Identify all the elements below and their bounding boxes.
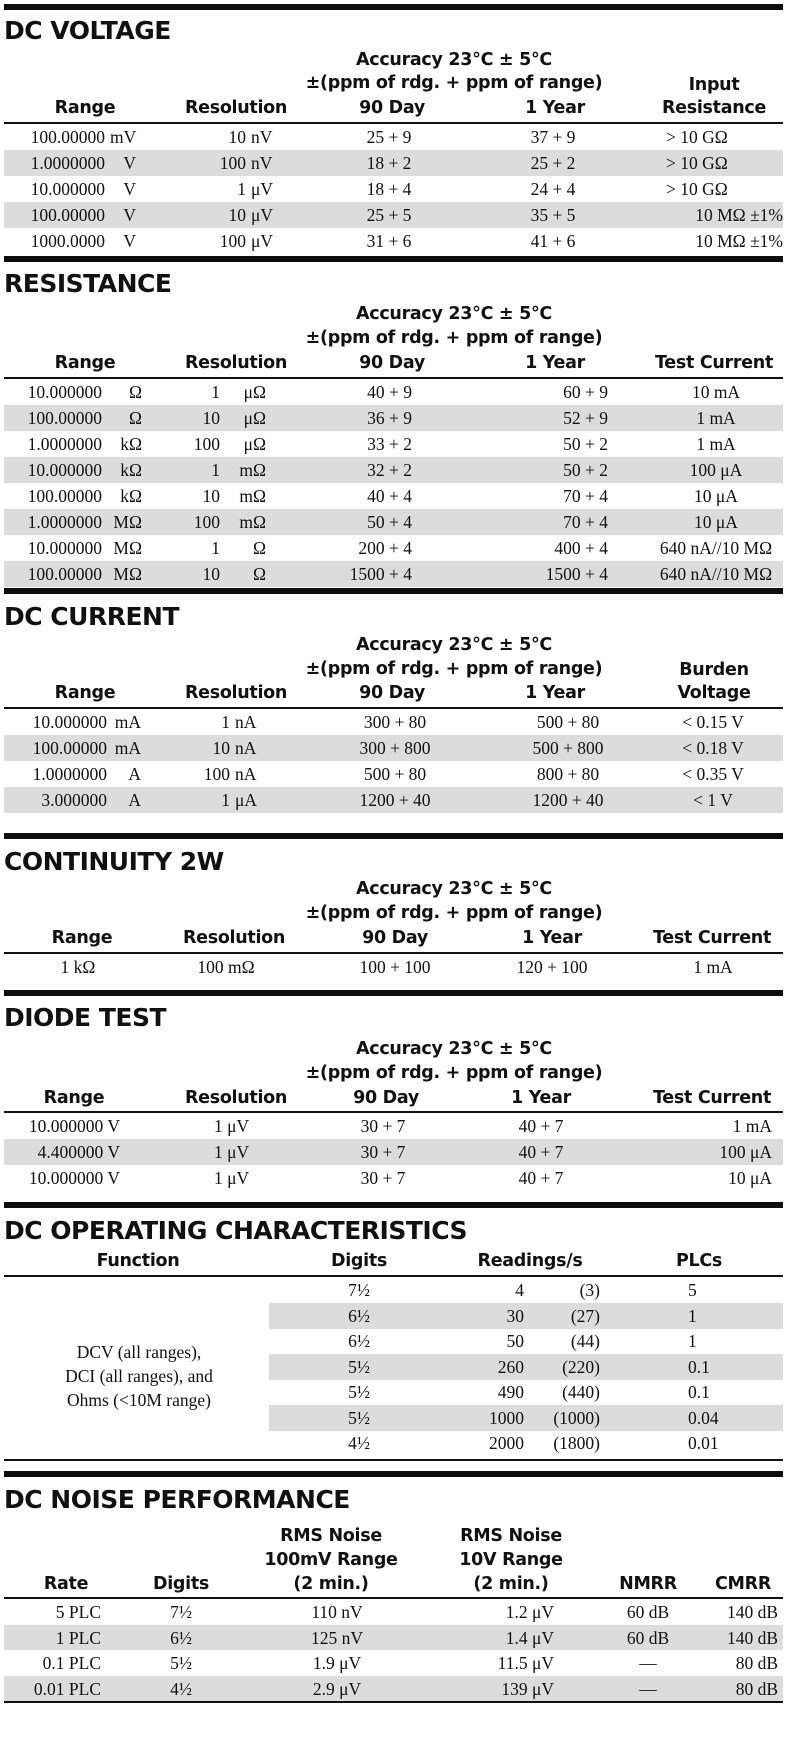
accuracy-1year: 70 + 4 (563, 486, 608, 506)
accuracy-90day: 25 + 5 (366, 205, 412, 225)
accuracy-90day: 30 + 7 (360, 1116, 406, 1136)
accuracy-1year: 120 + 100 (516, 957, 588, 977)
test-current: 10 μA (694, 512, 738, 532)
accuracy-90day: 1200 + 40 (359, 790, 431, 810)
range-unit: MΩ (113, 512, 142, 532)
accuracy-1year: 60 + 9 (563, 382, 608, 402)
table-row (4, 1676, 783, 1701)
accuracy-header-line1: Accuracy 23°C ± 5°C (356, 635, 552, 655)
accuracy-1year: 1200 + 40 (532, 790, 604, 810)
range-unit: mV (110, 127, 137, 147)
table-row (4, 176, 783, 202)
readings-per-second-alt: (1800) (553, 1433, 600, 1453)
accuracy-90day: 25 + 9 (366, 127, 412, 147)
readings-per-second: 2000 (489, 1433, 524, 1453)
column-header-1year: 1 Year (525, 98, 585, 118)
accuracy-1year: 500 + 80 (536, 712, 600, 732)
range: 1 kΩ (60, 957, 96, 977)
column-header-burden-voltage-line1: Burden (679, 660, 749, 680)
accuracy-90day: 32 + 2 (367, 460, 412, 480)
accuracy-90day: 200 + 4 (358, 538, 412, 558)
section-dc-noise (4, 1466, 783, 1706)
digits: 6½ (348, 1331, 370, 1351)
resolution-value: 100 (193, 512, 220, 532)
range: 10.000000 V (28, 1168, 120, 1188)
range-unit: kΩ (120, 460, 142, 480)
accuracy-1year: 40 + 7 (518, 1168, 564, 1188)
column-header-1year: 1 Year (525, 683, 585, 703)
column-header-1year: 1 Year (511, 1088, 571, 1108)
accuracy-90day: 18 + 2 (366, 153, 412, 173)
readings-per-second-alt: (1000) (553, 1407, 600, 1428)
readings-per-second-alt: (3) (579, 1280, 600, 1300)
readings-per-second-alt: (44) (570, 1331, 600, 1351)
accuracy-header-line1: Accuracy 23°C ± 5°C (356, 304, 552, 324)
range-value: 3.000000 (41, 790, 107, 810)
range-unit: A (128, 790, 141, 810)
table-row (4, 1113, 783, 1139)
rate: 1 PLC (55, 1627, 101, 1648)
range: 4.400000 V (37, 1142, 120, 1162)
column-header-digits: Digits (330, 1251, 388, 1271)
column-header-readings: Readings/s (477, 1251, 583, 1271)
column-header-noise-100mv-line1: RMS Noise (280, 1526, 382, 1546)
table-row (4, 202, 783, 228)
range-value: 1.0000000 (32, 764, 107, 784)
range-value: 100.00000 (27, 486, 102, 506)
readings-per-second: 50 (506, 1331, 524, 1351)
plcs: 5 (688, 1280, 697, 1300)
resolution-value: 1 (211, 460, 220, 480)
section-divider (4, 990, 783, 996)
resolution-unit: nV (251, 153, 273, 173)
test-current: 10 μA (728, 1168, 772, 1188)
accuracy-1year: 37 + 9 (530, 127, 576, 147)
range-value: 100.00000 (27, 564, 102, 584)
table-row (4, 150, 783, 176)
accuracy-1year: 35 + 5 (530, 205, 576, 225)
accuracy-header-line1: Accuracy 23°C ± 5°C (356, 879, 552, 899)
accuracy-1year: 50 + 2 (563, 434, 608, 454)
input-resistance: 10 MΩ ±1% (695, 205, 783, 225)
column-header-resolution: Resolution (182, 928, 286, 948)
test-current: 1 mA (696, 408, 736, 428)
burden-voltage: < 1 V (693, 790, 733, 810)
range-value: 100.00000 (30, 205, 105, 225)
digits: 7½ (348, 1280, 370, 1300)
resolution-value: 10 (202, 486, 220, 506)
range-unit: Ω (128, 408, 142, 428)
test-current: 1 mA (696, 434, 736, 454)
column-header-rate: Rate (43, 1574, 89, 1594)
burden-voltage: < 0.15 V (682, 712, 744, 732)
header-rule (4, 1275, 783, 1277)
resolution-value: 100 (219, 231, 246, 251)
rate: 0.1 PLC (42, 1653, 101, 1673)
section-title: CONTINUITY 2W (4, 847, 224, 876)
accuracy-header-line2: ±(ppm of rdg. + ppm of range) (305, 73, 603, 93)
table-row (4, 405, 783, 431)
range-unit: kΩ (120, 486, 142, 506)
accuracy-header-line1: Accuracy 23°C ± 5°C (356, 1039, 552, 1059)
table-row (4, 431, 783, 457)
noise-100mv: 125 nV (310, 1627, 364, 1648)
column-header-test-current: Test Current (652, 1088, 772, 1108)
table-row (4, 787, 783, 813)
function-line: Ohms (<10M range) (66, 1390, 211, 1410)
rate: 5 PLC (55, 1602, 101, 1622)
accuracy-90day: 50 + 4 (367, 512, 412, 532)
section-resistance (4, 252, 783, 594)
table-row (4, 954, 783, 980)
resolution-value: 1 (211, 382, 220, 402)
plcs: 0.04 (688, 1407, 719, 1428)
column-header-resolution: Resolution (184, 683, 288, 703)
resolution-unit: μA (235, 790, 258, 810)
table-row (4, 509, 783, 535)
range-unit: kΩ (120, 434, 142, 454)
column-header-noise-10v-line3: (2 min.) (473, 1574, 549, 1594)
resolution-value: 100 (193, 434, 220, 454)
table-row (4, 1599, 783, 1624)
resolution-unit: nV (251, 127, 273, 147)
range-unit: mA (114, 738, 141, 758)
column-header-range: Range (54, 98, 116, 118)
range-value: 1.0000000 (30, 153, 105, 173)
section-title: DC VOLTAGE (4, 16, 171, 45)
accuracy-90day: 40 + 9 (367, 382, 412, 402)
section-title: DC OPERATING CHARACTERISTICS (4, 1216, 468, 1245)
section-divider (4, 256, 783, 262)
plcs: 0.1 (688, 1382, 710, 1402)
range-unit: MΩ (113, 538, 142, 558)
accuracy-1year: 24 + 4 (530, 179, 576, 199)
table-row (4, 457, 783, 483)
plcs: 0.01 (688, 1433, 719, 1453)
accuracy-90day: 300 + 800 (359, 738, 431, 758)
range: 10.000000 V (28, 1116, 120, 1136)
burden-voltage: < 0.18 V (682, 738, 744, 758)
range-unit: mA (114, 712, 141, 732)
function-description (0, 1340, 279, 1412)
table-row (4, 379, 783, 405)
accuracy-90day: 18 + 4 (366, 179, 412, 199)
range-value: 10.000000 (30, 179, 105, 199)
digits: 4½ (348, 1433, 370, 1453)
resolution: 100 mΩ (197, 957, 255, 977)
accuracy-90day: 36 + 9 (367, 408, 412, 428)
accuracy-90day: 30 + 7 (360, 1168, 406, 1188)
accuracy-1year: 25 + 2 (530, 153, 576, 173)
accuracy-header-line2: ±(ppm of rdg. + ppm of range) (305, 903, 603, 923)
section-diode-test (4, 986, 783, 1200)
section-dc-operating (4, 1197, 783, 1473)
table-row (4, 483, 783, 509)
section-dc-voltage (4, 0, 783, 262)
test-current: 1 mA (693, 957, 733, 977)
digits: 4½ (170, 1678, 192, 1699)
table-row (4, 535, 783, 561)
cmrr: 80 dB (735, 1653, 778, 1673)
function-line: DCV (all ranges), (76, 1342, 202, 1362)
readings-per-second: 4 (515, 1280, 524, 1300)
table-row (4, 1625, 783, 1650)
column-header-resolution: Resolution (184, 98, 288, 118)
resolution-unit: mΩ (239, 460, 266, 480)
input-resistance: > 10 GΩ (666, 179, 728, 199)
range-value: 10.000000 (32, 712, 107, 732)
function-line: DCI (all ranges), and (65, 1366, 213, 1386)
resolution-value: 1 (221, 790, 230, 810)
accuracy-1year: 400 + 4 (554, 538, 608, 558)
range-unit: V (123, 179, 136, 199)
range-unit: V (123, 205, 136, 225)
resolution: 1 μV (214, 1168, 250, 1188)
digits: 6½ (348, 1305, 370, 1326)
test-current: 640 nA//10 MΩ (659, 564, 773, 584)
range-value: 10.000000 (27, 538, 102, 558)
readings-per-second-alt: (220) (562, 1356, 600, 1377)
resolution-unit: Ω (252, 538, 266, 558)
resolution: 1 μV (214, 1142, 250, 1162)
resolution: 1 μV (214, 1116, 250, 1136)
accuracy-header-line2: ±(ppm of rdg. + ppm of range) (305, 659, 603, 679)
table-row (4, 228, 783, 254)
column-header-90day: 90 Day (359, 98, 425, 118)
test-current: 10 mA (691, 382, 741, 402)
table-row (4, 735, 783, 761)
resolution-unit: Ω (252, 564, 266, 584)
readings-per-second: 260 (497, 1356, 524, 1377)
nmrr: — (639, 1653, 657, 1673)
resolution-unit: μV (251, 231, 274, 251)
nmrr: 60 dB (626, 1602, 670, 1622)
accuracy-1year: 800 + 80 (536, 764, 600, 784)
accuracy-1year: 1500 + 4 (545, 564, 608, 584)
resolution-value: 1 (221, 712, 230, 732)
table-row (4, 761, 783, 787)
plcs: 1 (688, 1305, 697, 1326)
readings-per-second: 1000 (489, 1407, 524, 1428)
column-header-range: Range (54, 353, 116, 373)
column-header-noise-10v-line1: RMS Noise (460, 1526, 562, 1546)
rate: 0.01 PLC (33, 1678, 101, 1699)
accuracy-header-line2: ±(ppm of rdg. + ppm of range) (305, 328, 603, 348)
column-header-plcs: PLCs (675, 1251, 723, 1271)
accuracy-header-line2: ±(ppm of rdg. + ppm of range) (305, 1063, 603, 1083)
column-header-input-resistance-line2: Resistance (661, 98, 767, 118)
section-title: DC CURRENT (4, 602, 180, 631)
resolution-value: 100 (203, 764, 230, 784)
accuracy-90day: 1500 + 4 (349, 564, 412, 584)
column-header-90day: 90 Day (359, 353, 425, 373)
resolution-unit: nA (235, 712, 257, 732)
noise-100mv: 110 nV (311, 1602, 363, 1622)
digits: 6½ (170, 1627, 192, 1648)
table-row (4, 1650, 783, 1675)
table-bottom-rule (4, 1701, 783, 1703)
plcs: 1 (688, 1331, 697, 1351)
input-resistance: > 10 GΩ (666, 127, 728, 147)
range-value: 1000.0000 (30, 231, 105, 251)
resolution-value: 10 (202, 564, 220, 584)
readings-per-second: 490 (497, 1382, 524, 1402)
section-title: RESISTANCE (4, 269, 172, 298)
resolution-unit: mΩ (239, 512, 266, 532)
test-current: 10 μA (694, 486, 738, 506)
cmrr: 80 dB (735, 1678, 778, 1699)
column-header-test-current: Test Current (654, 353, 774, 373)
readings-per-second: 30 (506, 1305, 524, 1326)
section-title: DC NOISE PERFORMANCE (4, 1485, 350, 1514)
column-header-90day: 90 Day (353, 1088, 419, 1108)
accuracy-1year: 41 + 6 (530, 231, 576, 251)
accuracy-1year: 500 + 800 (532, 738, 604, 758)
accuracy-90day: 33 + 2 (367, 434, 412, 454)
resolution-unit: mΩ (239, 486, 266, 506)
resolution-unit: μV (251, 179, 274, 199)
noise-10v: 139 μV (501, 1678, 554, 1699)
resolution-value: 10 (212, 738, 230, 758)
table-row (4, 1165, 783, 1191)
accuracy-90day: 100 + 100 (359, 957, 431, 977)
resolution-unit: μΩ (243, 408, 266, 428)
column-header-noise-100mv-line2: 100mV Range (264, 1550, 398, 1570)
accuracy-1year: 40 + 7 (518, 1116, 564, 1136)
column-header-90day: 90 Day (362, 928, 428, 948)
accuracy-90day: 500 + 80 (363, 764, 427, 784)
digits: 5½ (348, 1407, 370, 1428)
plcs: 0.1 (688, 1356, 710, 1377)
column-header-resolution: Resolution (184, 1088, 288, 1108)
accuracy-90day: 31 + 6 (366, 231, 412, 251)
digits: 5½ (170, 1653, 192, 1673)
table-bottom-rule (4, 1459, 783, 1461)
range-value: 1.0000000 (27, 512, 102, 532)
resolution-value: 10 (228, 205, 246, 225)
cmrr: 140 dB (726, 1627, 778, 1648)
column-header-range: Range (54, 683, 116, 703)
column-header-noise-10v-line2: 10V Range (459, 1550, 563, 1570)
accuracy-1year: 70 + 4 (563, 512, 608, 532)
column-header-digits: Digits (152, 1574, 210, 1594)
noise-100mv: 1.9 μV (312, 1653, 362, 1673)
test-current: 100 μA (689, 460, 743, 480)
column-header-range: Range (43, 1088, 105, 1108)
column-header-1year: 1 Year (522, 928, 582, 948)
column-header-burden-voltage-line2: Voltage (677, 683, 751, 703)
range-value: 1.0000000 (27, 434, 102, 454)
range-value: 100.00000 (30, 127, 105, 147)
noise-10v: 11.5 μV (497, 1653, 554, 1673)
table-row (4, 709, 783, 735)
accuracy-90day: 40 + 4 (367, 486, 412, 506)
accuracy-90day: 300 + 80 (363, 712, 427, 732)
test-current: 100 μA (719, 1142, 772, 1162)
resolution-value: 10 (202, 408, 220, 428)
resolution-unit: μΩ (243, 382, 266, 402)
test-current: 1 mA (732, 1116, 772, 1136)
accuracy-header-line1: Accuracy 23°C ± 5°C (356, 50, 552, 70)
digits: 5½ (348, 1382, 370, 1402)
section-continuity (4, 829, 783, 995)
range-unit: V (123, 153, 136, 173)
input-resistance: 10 MΩ ±1% (695, 231, 783, 251)
noise-10v: 1.2 μV (505, 1602, 554, 1622)
digits: 5½ (348, 1356, 370, 1377)
accuracy-1year: 40 + 7 (518, 1142, 564, 1162)
resolution-unit: nA (235, 738, 257, 758)
resolution-value: 1 (237, 179, 246, 199)
cmrr: 140 dB (726, 1602, 778, 1622)
column-header-input-resistance-line1: Input (688, 75, 740, 95)
accuracy-1year: 50 + 2 (563, 460, 608, 480)
nmrr: 60 dB (626, 1627, 670, 1648)
column-header-nmrr: NMRR (619, 1574, 677, 1594)
column-header-resolution: Resolution (184, 353, 288, 373)
range-unit: MΩ (113, 564, 142, 584)
noise-10v: 1.4 μV (505, 1627, 554, 1648)
resolution-value: 100 (219, 153, 246, 173)
column-header-90day: 90 Day (359, 683, 425, 703)
test-current: 640 nA//10 MΩ (659, 538, 773, 558)
range-value: 10.000000 (27, 382, 102, 402)
range-unit: V (123, 231, 136, 251)
accuracy-1year: 52 + 9 (563, 408, 608, 428)
column-header-function: Function (96, 1251, 180, 1271)
column-header-range: Range (51, 928, 113, 948)
section-divider (4, 4, 783, 10)
section-divider (4, 588, 783, 594)
noise-100mv: 2.9 μV (312, 1678, 362, 1699)
range-unit: Ω (128, 382, 142, 402)
column-header-1year: 1 Year (525, 353, 585, 373)
table-row (4, 124, 783, 150)
column-header-test-current: Test Current (652, 928, 772, 948)
resolution-value: 1 (211, 538, 220, 558)
resolution-value: 10 (228, 127, 246, 147)
section-divider (4, 833, 783, 839)
range-value: 100.00000 (27, 408, 102, 428)
burden-voltage: < 0.35 V (682, 764, 744, 784)
section-dc-current (4, 584, 783, 840)
table-row (4, 1139, 783, 1165)
section-divider (4, 1202, 783, 1208)
resolution-unit: nA (235, 764, 257, 784)
nmrr: — (639, 1678, 657, 1699)
resolution-unit: μΩ (243, 434, 266, 454)
column-header-noise-100mv-line3: (2 min.) (293, 1574, 369, 1594)
accuracy-90day: 30 + 7 (360, 1142, 406, 1162)
range-value: 100.00000 (32, 738, 107, 758)
digits: 7½ (170, 1602, 192, 1622)
section-title: DIODE TEST (4, 1003, 167, 1032)
input-resistance: > 10 GΩ (666, 153, 728, 173)
range-value: 10.000000 (27, 460, 102, 480)
column-header-cmrr: CMRR (714, 1574, 772, 1594)
section-divider (4, 1471, 783, 1477)
resolution-unit: μV (251, 205, 274, 225)
range-unit: A (128, 764, 141, 784)
readings-per-second-alt: (440) (562, 1382, 600, 1402)
readings-per-second-alt: (27) (570, 1305, 600, 1326)
